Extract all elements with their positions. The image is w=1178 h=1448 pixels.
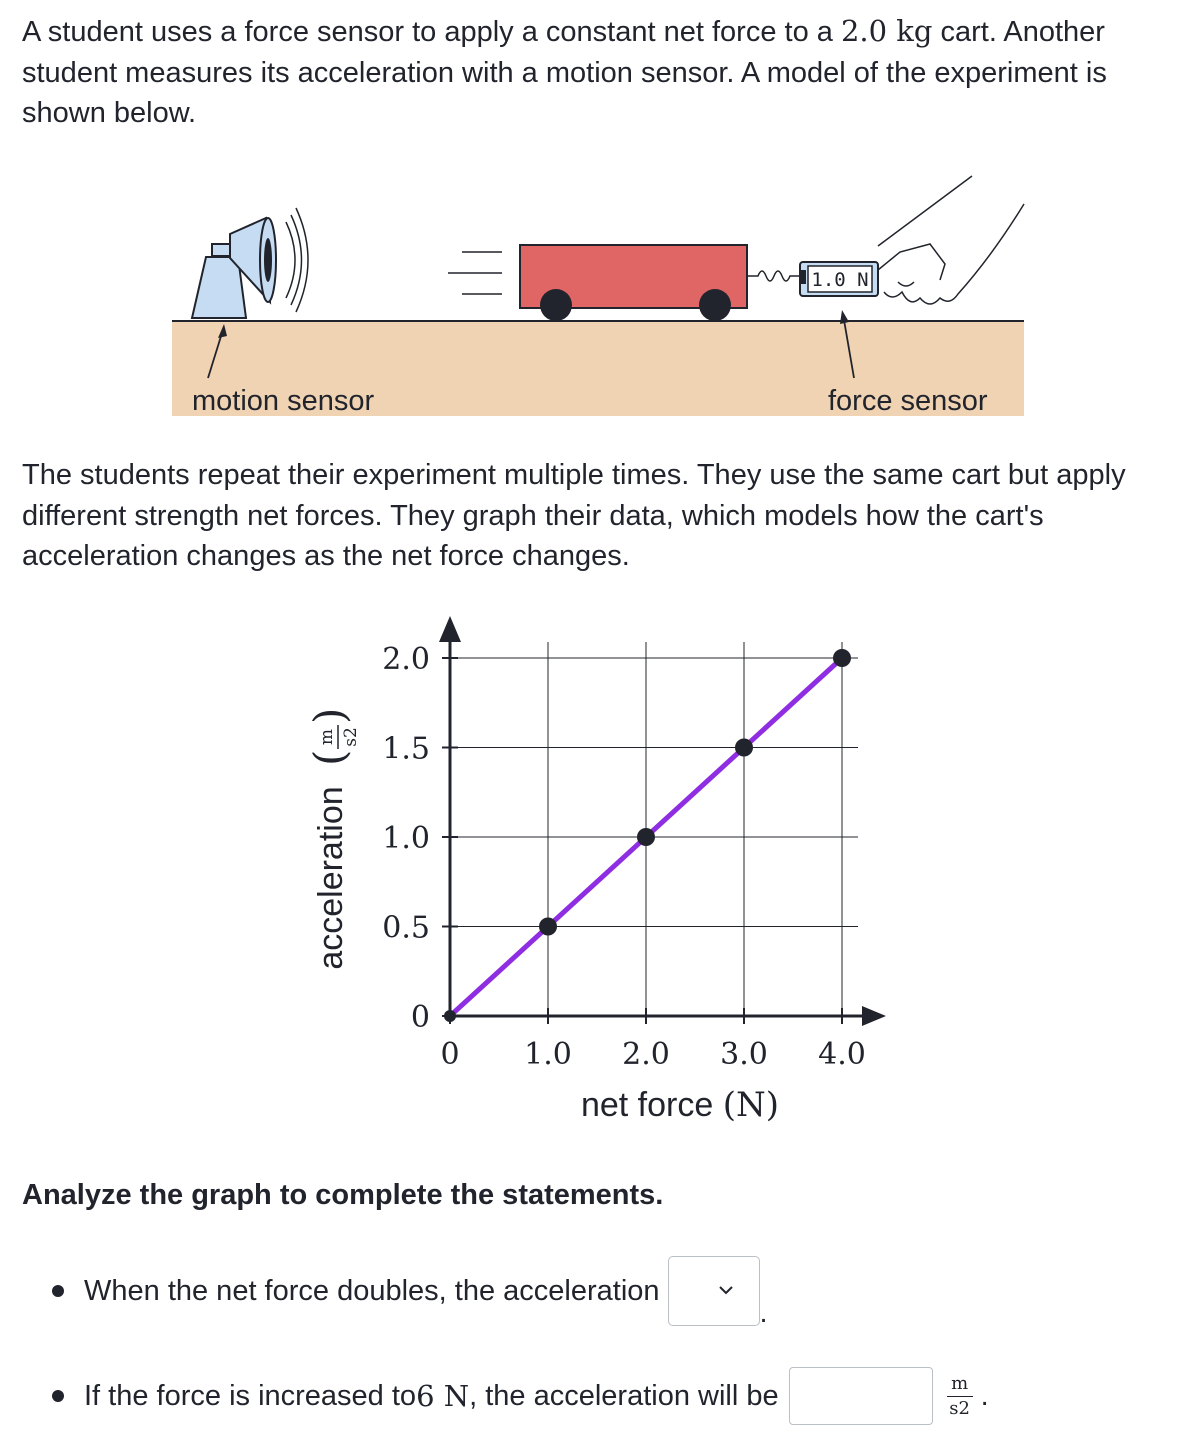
y-tick-label: 1.5 xyxy=(382,731,430,767)
svg-text:(: ( xyxy=(305,749,354,766)
y-tick-label: 0.5 xyxy=(382,910,430,946)
mass-value: 2.0 kg xyxy=(840,14,933,48)
chevron-down-icon xyxy=(717,1281,735,1299)
x-tick-label: 4.0 xyxy=(818,1037,866,1072)
x-tick-label: 2.0 xyxy=(622,1037,670,1072)
data-point xyxy=(444,1010,456,1022)
data-point xyxy=(735,739,753,757)
svg-text:acceleration: acceleration xyxy=(312,786,350,970)
motion-sensor-label: motion sensor xyxy=(192,385,375,417)
y-unit-num: m xyxy=(317,728,337,746)
prompt-heading: Analyze the graph to complete the statements. xyxy=(22,1179,664,1211)
y-tick-label: 2.0 xyxy=(382,642,430,677)
y-axis-title xyxy=(305,708,361,970)
intro-paragraph: A student uses a force sensor to apply a constant net force to a 2.0 kg cart. Another student measures its acceleration with a motion sensor. A model of the experiment is shown below. xyxy=(22,14,1107,129)
y-unit-den: s2 xyxy=(341,727,361,747)
acceleration-change-dropdown[interactable] xyxy=(668,1256,760,1326)
svg-text:): ) xyxy=(305,707,354,724)
statement-1: When the net force doubles, the acceleration . xyxy=(52,1255,768,1327)
answer-unit: m s2 xyxy=(947,1374,973,1419)
y-axis-arrow xyxy=(439,616,461,642)
sensor-display-value: 1.0 N xyxy=(811,269,869,291)
chart-series xyxy=(444,649,851,1022)
bullet-icon xyxy=(52,1390,64,1402)
x-axis-title: net force (N) xyxy=(580,1085,780,1125)
y-tick-label: 1.0 xyxy=(382,821,430,856)
data-point xyxy=(833,649,851,667)
paragraph-2: The students repeat their experiment multiple times. They use the same cart but apply different strength net forces. They graph their data, which models how the cart's acceleration changes as the net force changes. xyxy=(22,459,1126,572)
statement-2: If the force is increased to 6 N , the acceleration will be m s2 . xyxy=(52,1367,989,1425)
data-point xyxy=(539,918,557,936)
x-axis-arrow xyxy=(862,1006,886,1026)
x-tick-label: 1.0 xyxy=(524,1037,572,1072)
acceleration-answer-input[interactable] xyxy=(789,1367,933,1425)
x-tick-label: 3.0 xyxy=(720,1037,768,1072)
data-point xyxy=(637,828,655,846)
force-sensor-label: force sensor xyxy=(828,385,988,417)
bullet-icon xyxy=(52,1285,64,1297)
y-tick-label: 0 xyxy=(410,1000,430,1035)
x-tick-label: 0 xyxy=(440,1037,460,1072)
